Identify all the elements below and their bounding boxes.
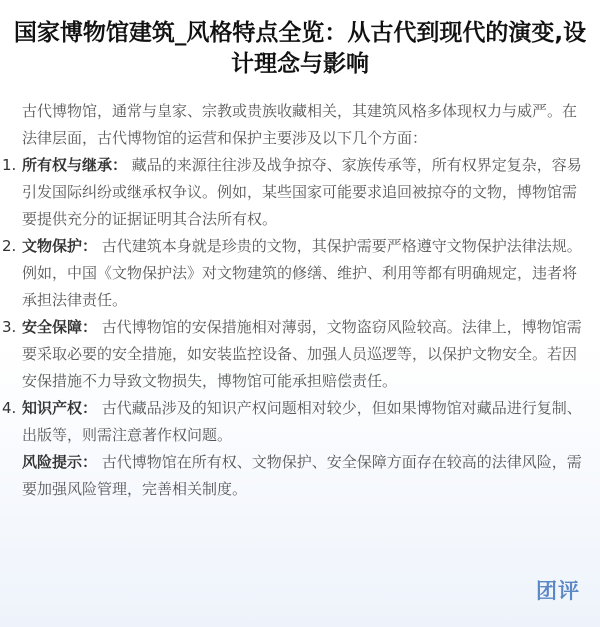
watermark-logo: 团评 bbox=[536, 579, 580, 603]
list-number: 2. bbox=[2, 237, 17, 255]
list-item bbox=[2, 152, 584, 233]
risk-text: 古代博物馆在所有权、文物保护、安全保障方面存在较高的法律风险，需要加强风险管理，完善相关制度。 bbox=[22, 453, 582, 498]
list-number: 3. bbox=[2, 318, 17, 336]
legal-aspects-list bbox=[2, 152, 584, 449]
item-text: 藏品的来源往往涉及战争掠夺、家族传承等，所有权界定复杂，容易引发国际纠纷或继承权争议。例如，某些国家可能要求追回被掠夺的文物，博物馆需要提供充分的证据证明其合法所有权。 bbox=[22, 156, 582, 228]
item-text: 古代建筑本身就是珍贵的文物，其保护需要严格遵守文物保护法律法规。例如，中国《文物保护法》对文物建筑的修缮、维护、利用等都有明确规定，违者将承担法律责任。 bbox=[22, 237, 582, 309]
item-term: 知识产权： bbox=[22, 399, 98, 417]
item-term: 所有权与继承： bbox=[22, 156, 128, 174]
item-term: 安全保障： bbox=[22, 318, 98, 336]
item-text: 古代藏品涉及的知识产权问题相对较少，但如果博物馆对藏品进行复制、出版等，则需注意著作权问题。 bbox=[22, 399, 582, 444]
article-body bbox=[2, 98, 584, 503]
risk-warning bbox=[22, 449, 584, 503]
page-title: 国家博物馆建筑_风格特点全览：从古代到现代的演变,设计理念与影响 bbox=[13, 20, 587, 77]
item-text: 古代博物馆的安保措施相对薄弱，文物盗窃风险较高。法律上，博物馆需要采取必要的安全措施，如安装监控设备、加强人员巡逻等，以保护文物安全。若因安保措施不力导致文物损失，博物馆可能承担赔偿责任。 bbox=[22, 318, 582, 390]
list-item bbox=[2, 395, 584, 449]
list-number: 4. bbox=[2, 399, 17, 417]
list-item bbox=[2, 233, 584, 314]
risk-term: 风险提示： bbox=[22, 453, 98, 471]
list-number: 1. bbox=[2, 156, 17, 174]
intro-paragraph: 古代博物馆，通常与皇家、宗教或贵族收藏相关，其建筑风格多体现权力与威严。在法律层面，古代博物馆的运营和保护主要涉及以下几个方面： bbox=[22, 102, 578, 147]
item-term: 文物保护： bbox=[22, 237, 98, 255]
list-item bbox=[2, 314, 584, 395]
